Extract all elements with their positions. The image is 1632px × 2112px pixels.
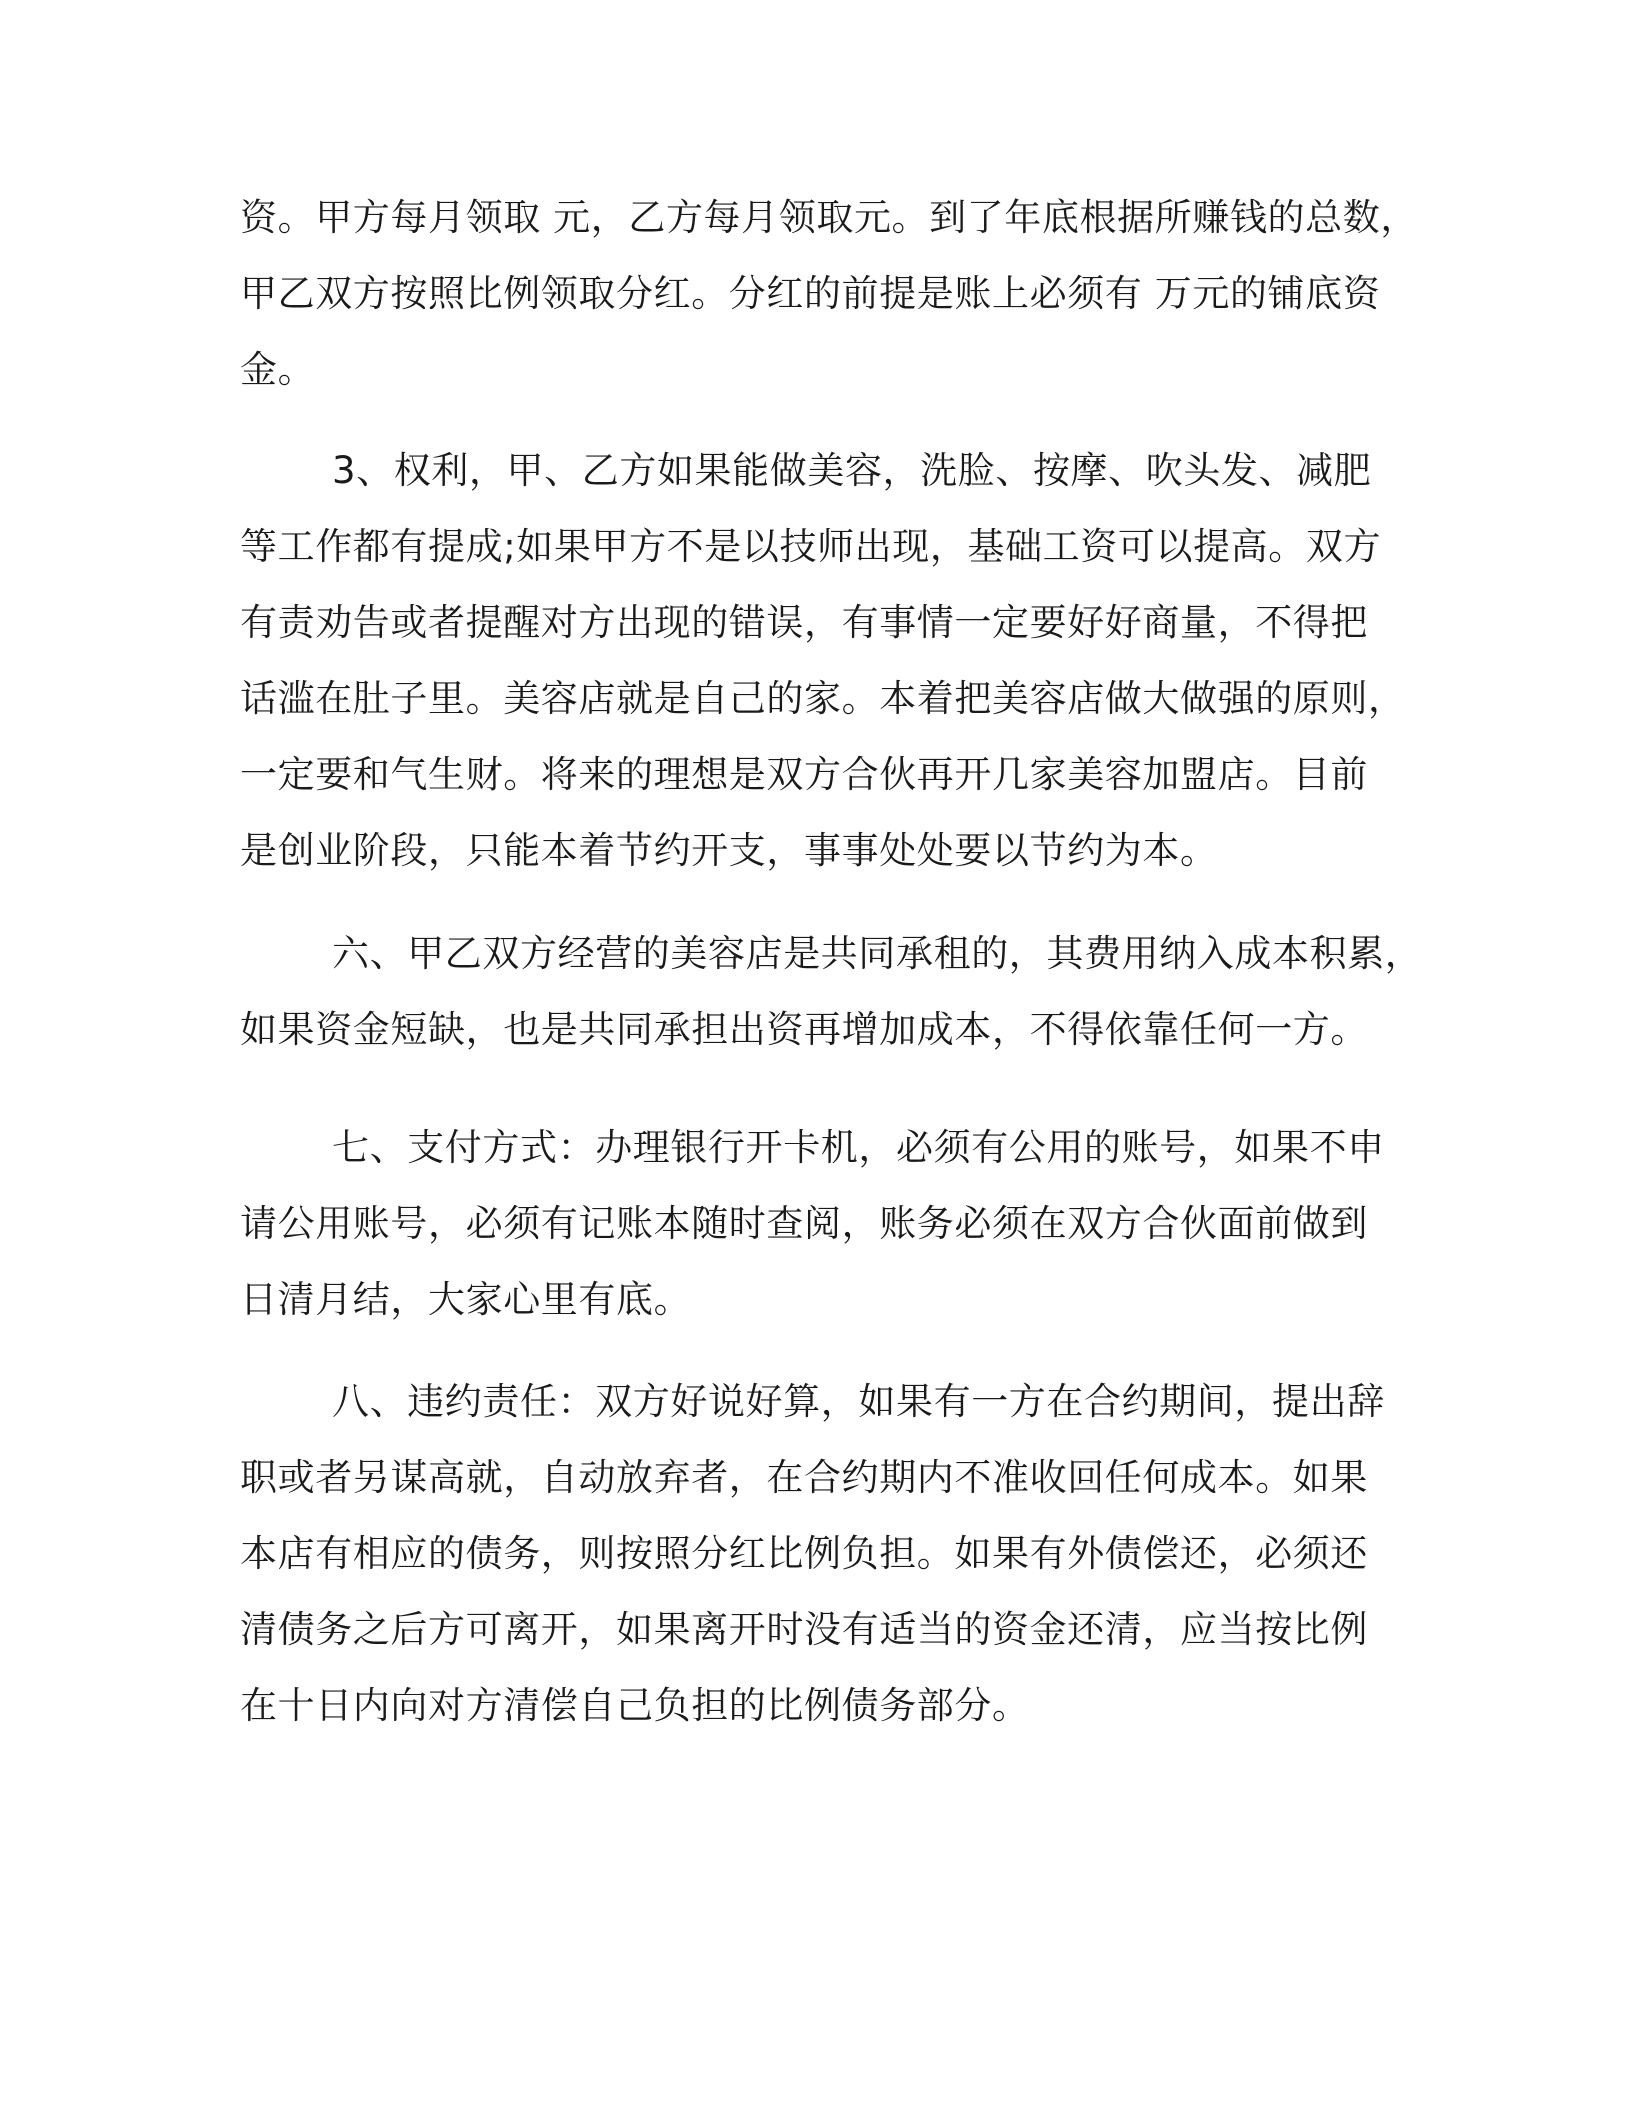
text-line: 如果资金短缺，也是共同承担出资再增加成本，不得依靠任何一方。 — [240, 1008, 1368, 1051]
text-line: 金。 — [240, 348, 316, 391]
text-line: 是创业阶段，只能本着节约开支，事事处处要以节约为本。 — [240, 829, 1218, 872]
text-line: 六、甲乙双方经营的美容店是共同承租的，其费用纳入成本积累， — [332, 932, 1423, 975]
text-line: 八、违约责任：双方好说好算，如果有一方在合约期间，提出辞 — [332, 1380, 1385, 1423]
text-line: 话滥在肚子里。美容店就是自己的家。本着把美容店做大做强的原则， — [240, 677, 1406, 720]
text-line: 日清月结，大家心里有底。 — [240, 1278, 692, 1321]
text-line: 请公用账号，必须有记账本随时查阅，账务必须在双方合伙面前做到 — [240, 1202, 1368, 1245]
paragraph-wages-continued — [240, 180, 1440, 408]
text-line: 在十日内向对方清偿自己负担的比例债务部分。 — [240, 1684, 1030, 1727]
text-line: 清债务之后方可离开，如果离开时没有适当的资金还清，应当按比例 — [240, 1608, 1368, 1651]
text-line: 有责劝告或者提醒对方出现的错误，有事情一定要好好商量，不得把 — [240, 601, 1368, 644]
text-line: 职或者另谋高就，自动放弃者，在合约期内不准收回任何成本。如果 — [240, 1456, 1368, 1499]
paragraph-seven-payment — [240, 1110, 1440, 1338]
text-line: 本店有相应的债务，则按照分红比例负担。如果有外债偿还，必须还 — [240, 1532, 1368, 1575]
text-line: 甲乙双方按照比例领取分红。分红的前提是账上必须有 万元的铺底资 — [240, 272, 1381, 315]
text-line: 资。甲方每月领取 元，乙方每月领取元。到了年底根据所赚钱的总数， — [240, 196, 1418, 239]
paragraph-eight-liability — [240, 1364, 1440, 1744]
text-line: 等工作都有提成;如果甲方不是以技师出现，基础工资可以提高。双方 — [240, 525, 1382, 568]
text-line: 一定要和气生财。将来的理想是双方合伙再开几家美容加盟店。目前 — [240, 753, 1368, 796]
paragraph-rights — [240, 433, 1440, 889]
paragraph-six-lease — [240, 916, 1440, 1068]
text-line: 七、支付方式：办理银行开卡机，必须有公用的账号，如果不申 — [332, 1126, 1385, 1169]
text-line: 3、权利，甲、乙方如果能做美容，洗脸、按摩、吹头发、减肥 — [332, 449, 1372, 492]
